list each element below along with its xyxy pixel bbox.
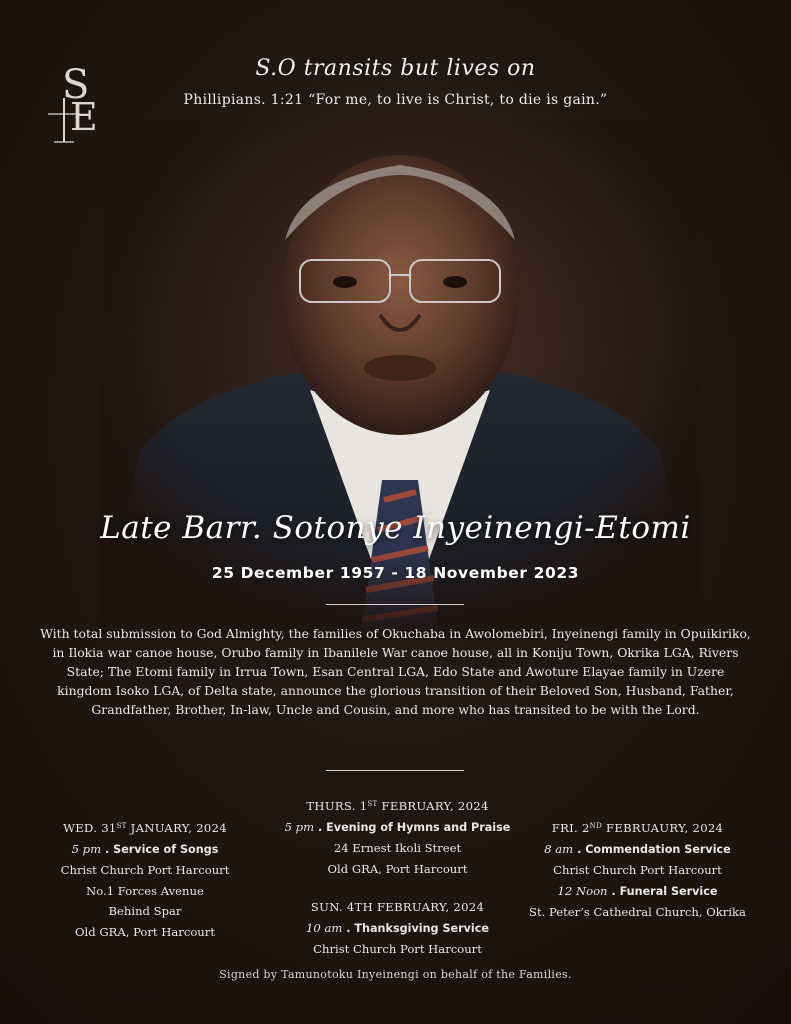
deceased-name: Late Barr. Sotonye Inyeinengi-Etomi — [100, 510, 691, 546]
tagline: S.O transits but lives on — [255, 56, 536, 81]
event-title: 5 pm . Evening of Hymns and Praise — [284, 819, 511, 834]
announcement-text: With total submission to God Almighty, the families of Okuchaba in Awolomebiri, Inyeinengi family in Opuikiriko, in Ilokia war canoe house, Orubo family in Ibanilele War canoe house, all in Koniju Town, Okrika LGA, Rivers State; The Etomi family in Irrua Town, Esan Central LGA, Edo State and Awoture Elayae family in Uzere kingdom Isoko LGA, of Delta state, announce the glorious transition of their Beloved Son, Husband, Father, Grandfather, Brother, In-law, Uncle and Cousin, and more who has transited to be with the Lord. — [40, 626, 751, 717]
event-date: SUN. 4TH FEBRUARY, 2024 — [310, 900, 485, 914]
event-date: FRI. 2ND FEBRUAURY, 2024 — [551, 821, 724, 835]
schedule-wednesday — [20, 816, 270, 942]
divider — [326, 604, 464, 605]
bible-verse: Phillipians. 1:21 “For me, to live is Christ, to die is gain.” — [183, 92, 608, 108]
venue-line: 24 Ernest Ikoli Street — [333, 841, 462, 855]
venue-line: Christ Church Port Harcourt — [553, 863, 722, 877]
venue-line: Christ Church Port Harcourt — [60, 863, 230, 877]
venue-line: Old GRA, Port Harcourt — [327, 861, 468, 876]
svg-text:S: S — [62, 62, 90, 108]
divider — [326, 770, 464, 771]
schedule-friday — [500, 816, 775, 923]
venue-line: No.1 Forces Avenue — [86, 883, 204, 898]
portrait-photo — [100, 120, 700, 640]
event-date: THURS. 1ST FEBRUARY, 2024 — [306, 799, 489, 813]
signature-line: Signed by Tamunotoku Inyeinengi on behalf of the Families. — [219, 968, 572, 981]
life-dates: 25 December 1957 - 18 November 2023 — [211, 564, 580, 582]
venue-line: Old GRA, Port Harcourt — [75, 924, 215, 939]
venue-line: St. Peter’s Cathedral Church, Okrika — [529, 905, 746, 919]
event-title: 12 Noon . Funeral Service — [557, 883, 718, 898]
event-title: 10 am . Thanksgiving Service — [306, 920, 489, 935]
event-title: 8 am . Commendation Service — [544, 841, 731, 856]
venue-line: Christ Church Port Harcourt — [313, 942, 482, 956]
event-title: 5 pm . Service of Songs — [71, 841, 219, 856]
svg-text:E: E — [70, 95, 98, 139]
event-date: WED. 31ST JANUARY, 2024 — [63, 821, 227, 835]
venue-line: Behind Spar — [108, 904, 182, 918]
